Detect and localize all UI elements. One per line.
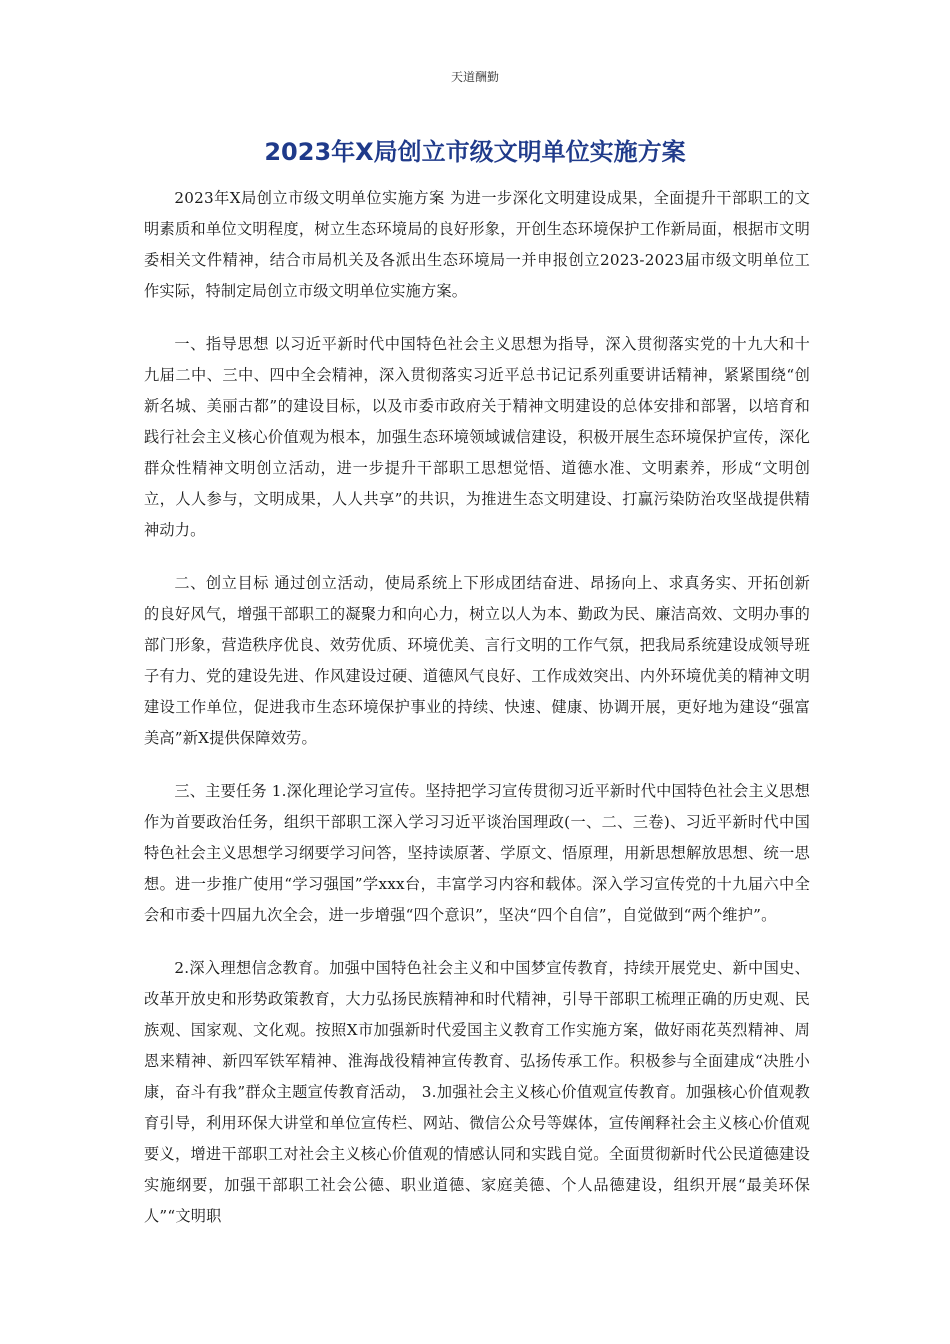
running-header: 天道酬勤	[450, 70, 499, 84]
paragraph-ideals-education: 2.深入理想信念教育。加强中国特色社会主义和中国梦宣传教育，持续开展党史、新中国史、改革开放史和形势政策教育，大力弘扬民族精神和时代精神，引导干部职工梳理正确的历史观、民族观、国家观、文化观。按照X市加强新时代爱国主义教育工作实施方案，做好雨花英烈精神、周恩来精神、新四军铁军精神、淮海战役精神宣传教育、弘扬传承工作。积极参与全面建成“决胜小康，奋斗有我”群众主题宣传教育活动， 3.加强社会主义核心价值观宣传教育。加强核心价值观教育引导，利用环保大讲堂和单位宣传栏、网站、微信公众号等媒体，宣传阐释社会主义核心价值观要义，增进干部职工对社会主义核心价值观的情感认同和实践自觉。全面贯彻新时代公民道德建设实施纲要，加强干部职工社会公德、职业道德、家庭美德、个人品德建设，组织开展“最美环保人”“文明职	[144, 959, 810, 1225]
paragraph-intro: 2023年X局创立市级文明单位实施方案 为进一步深化文明建设成果，全面提升干部职工的文明素质和单位文明程度，树立生态环境局的良好形象，开创生态环境保护工作新局面，根据市文明委相关文件精神，结合市局机关及各派出生态环境局一并申报创立2023-2023届市级文明单位工作实际，特制定局创立市级文明单位实施方案。	[144, 189, 810, 300]
paragraph-guiding-ideology: 一、指导思想 以习近平新时代中国特色社会主义思想为指导，深入贯彻落实党的十九大和十九届二中、三中、四中全会精神，深入贯彻落实习近平总书记记系列重要讲话精神，紧紧围绕“创新名城、美丽古都”的建设目标，以及市委市政府关于精神文明建设的总体安排和部署，以培育和践行社会主义核心价值观为根本，加强生态环境领域诚信建设，积极开展生态环境保护宣传，深化群众性精神文明创立活动，进一步提升干部职工思想觉悟、道德水准、文明素养，形成“文明创立，人人参与，文明成果，人人共享”的共识，为推进生态文明建设、打赢污染防治攻坚战提供精神动力。	[144, 335, 810, 539]
document-body	[144, 183, 810, 1254]
document-title: 2023年X局创立市级文明单位实施方案	[264, 138, 686, 166]
paragraph-main-tasks: 三、主要任务 1.深化理论学习宣传。坚持把学习宣传贯彻习近平新时代中国特色社会主义思想作为首要政治任务，组织干部职工深入学习习近平谈治国理政(一、二、三卷)、习近平新时代中国特色社会主义思想学习纲要学习问答，坚持读原著、学原文、悟原理，用新思想解放思想、统一思想。进一步推广使用“学习强国”学xxx台，丰富学习内容和载体。深入学习宣传党的十九届六中全会和市委十四届九次全会，进一步增强“四个意识”，坚决“四个自信”，自觉做到“两个维护”。	[144, 782, 810, 924]
paragraph-goals: 二、创立目标 通过创立活动，使局系统上下形成团结奋进、昂扬向上、求真务实、开拓创新的良好风气，增强干部职工的凝聚力和向心力，树立以人为本、勤政为民、廉洁高效、文明办事的部门形象，营造秩序优良、效劳优质、环境优美、言行文明的工作气氛，把我局系统建设成领导班子有力、党的建设先进、作风建设过硬、道德风气良好、工作成效突出、内外环境优美的精神文明建设工作单位，促进我市生态环境保护事业的持续、快速、健康、协调开展，更好地为建设“强富美高”新X提供保障效劳。	[144, 574, 810, 747]
